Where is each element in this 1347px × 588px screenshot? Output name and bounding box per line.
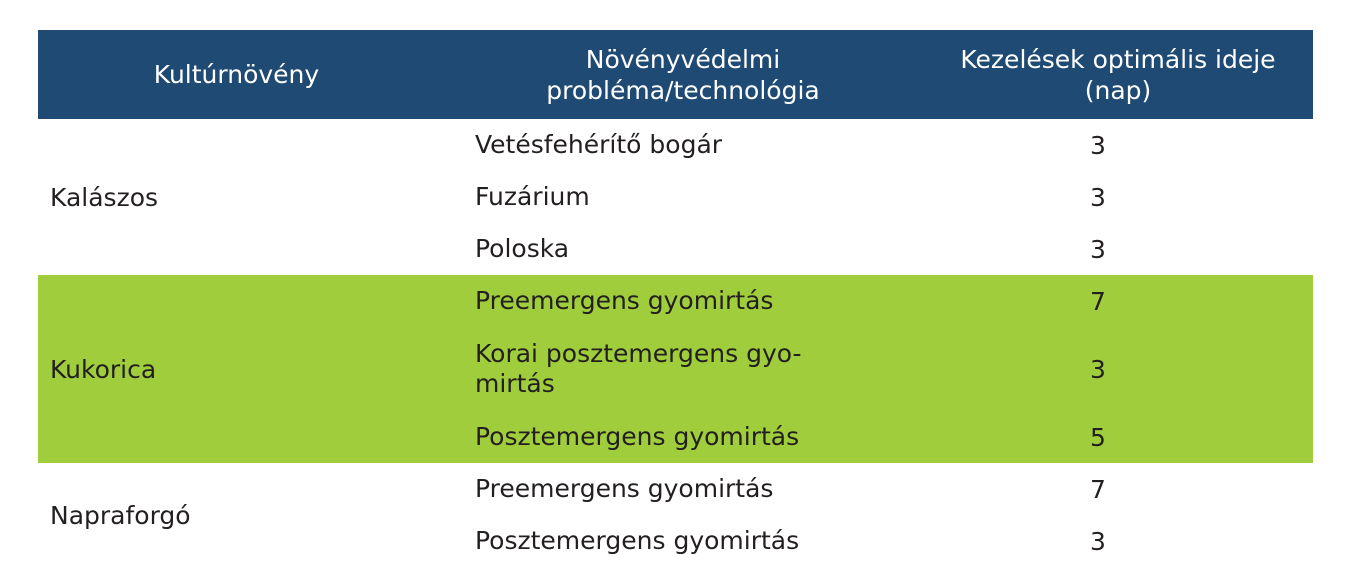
days-cell: 3 bbox=[1090, 354, 1106, 384]
days-cell: 7 bbox=[1090, 474, 1106, 504]
days-cell: 5 bbox=[1090, 422, 1106, 452]
crop-name: Napraforgó bbox=[50, 500, 191, 530]
problem-cell: Preemergens gyomirtás bbox=[475, 286, 774, 315]
problem-cell: Poloska bbox=[475, 234, 570, 263]
days-cell: 3 bbox=[1090, 234, 1106, 264]
header-problem-line1: Növényvédelmi bbox=[585, 44, 781, 74]
table-row bbox=[38, 275, 1313, 327]
problem-cell: Vetésfehérítő bogár bbox=[475, 130, 723, 159]
header-days-line1: Kezelések optimális ideje bbox=[960, 44, 1276, 74]
problem-cell bbox=[475, 327, 875, 411]
days-cell: 3 bbox=[1090, 182, 1106, 212]
group-kukorica bbox=[38, 275, 1313, 463]
table-row bbox=[38, 223, 1313, 275]
table-row bbox=[38, 119, 1313, 171]
header-days-line2: (nap) bbox=[1084, 75, 1152, 105]
problem-cell: Posztemergens gyomirtás bbox=[475, 526, 800, 555]
table-row bbox=[38, 463, 1313, 515]
group-napraforgo bbox=[38, 463, 1313, 567]
table-header bbox=[38, 30, 1313, 119]
header-crop bbox=[38, 30, 435, 119]
header-problem bbox=[435, 30, 931, 119]
table-row bbox=[38, 411, 1313, 463]
problem-cell: Preemergens gyomirtás bbox=[475, 474, 774, 503]
header-problem-line2: probléma/technológia bbox=[546, 75, 820, 105]
treatment-timing-table bbox=[38, 30, 1313, 567]
problem-line2: mirtás bbox=[475, 369, 555, 398]
days-cell: 3 bbox=[1090, 130, 1106, 160]
problem-line1: Korai posztemergens gyo- bbox=[475, 339, 802, 368]
header-crop-label: Kultúrnövény bbox=[153, 60, 320, 89]
problem-cell: Fuzárium bbox=[475, 182, 590, 211]
crop-name: Kalászos bbox=[50, 182, 159, 212]
group-kalaszos bbox=[38, 119, 1313, 275]
table-row bbox=[38, 515, 1313, 567]
table-row bbox=[38, 327, 1313, 411]
problem-cell: Posztemergens gyomirtás bbox=[475, 422, 800, 451]
table-row bbox=[38, 171, 1313, 223]
days-cell: 3 bbox=[1090, 526, 1106, 556]
days-cell: 7 bbox=[1090, 286, 1106, 316]
header-days bbox=[918, 30, 1318, 119]
crop-name: Kukorica bbox=[50, 354, 157, 384]
